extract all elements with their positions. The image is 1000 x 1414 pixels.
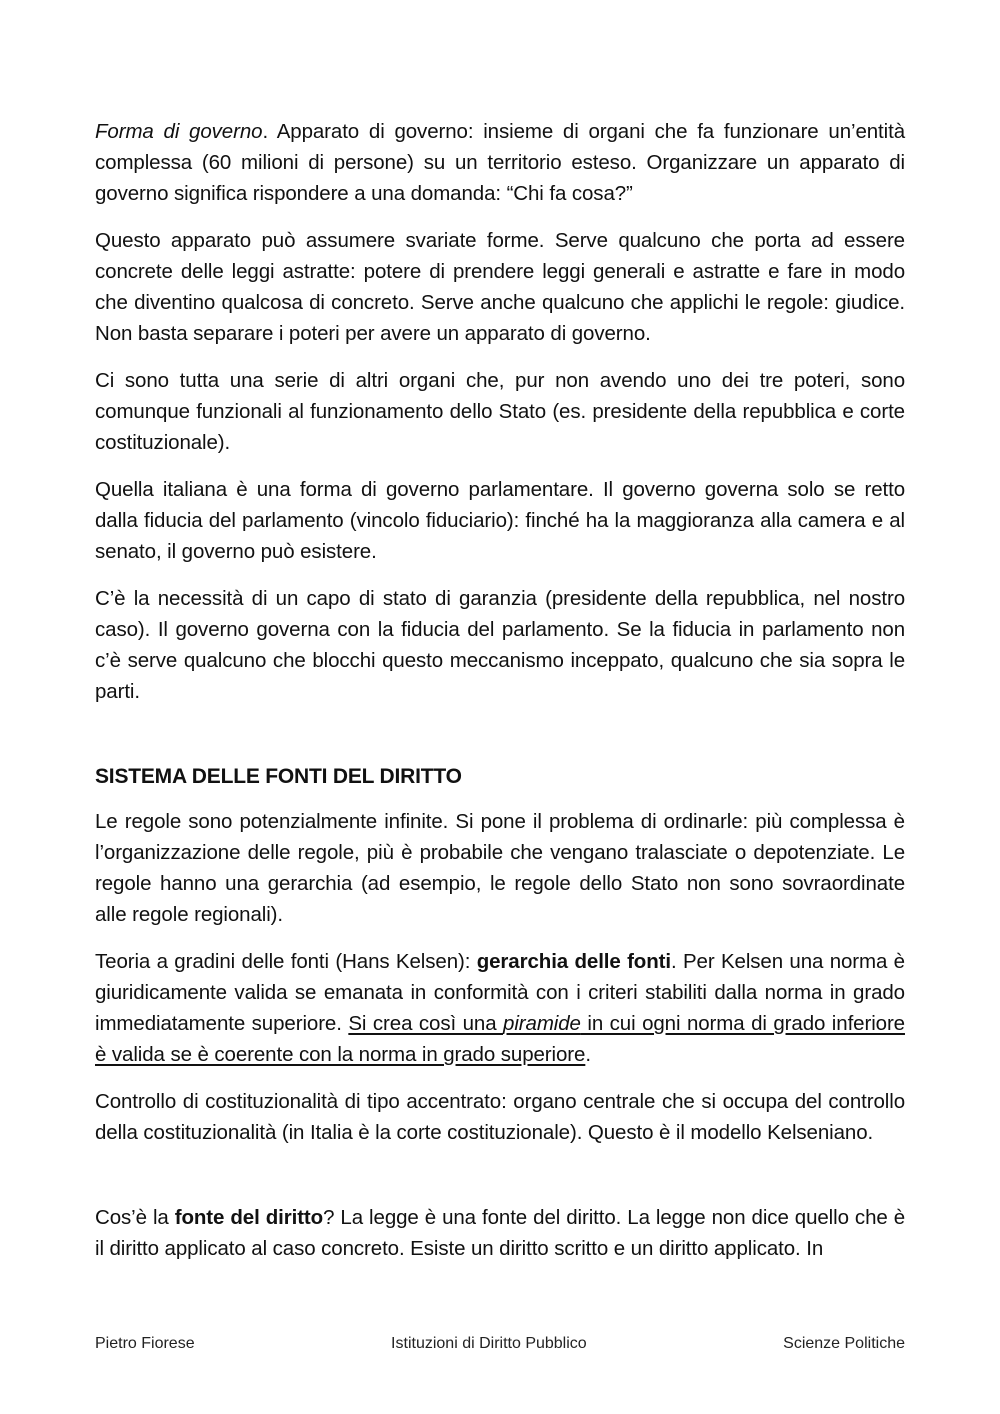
paragraph-governo-parlamentare: Quella italiana è una forma di governo parlamentare. Il governo governa solo se retto dalla fiducia del parlamento (vincolo fiduciario): finché ha la maggioranza alla camera e al senato, il governo può esistere. [95,478,905,563]
footer-faculty: Scienze Politiche [783,1335,905,1352]
paragraph-text: Teoria a gradini delle fonti (Hans Kelsen): [95,950,477,973]
underlined-text: in cui ogni norma di grado inferiore è valida se è coerente con la norma in grado superiore [95,1012,905,1066]
paragraph-text: ? La legge è una fonte del diritto. La legge non dice quello che è il diritto applicato al caso concreto. Esiste un diritto scritto e un diritto applicato. In [95,1206,906,1260]
paragraph-kelsen [95,946,905,1070]
document-body [95,116,905,1280]
paragraph-fonte-del-diritto [95,1202,905,1264]
paragraph-regole: Le regole sono potenzialmente infinite. Si pone il problema di ordinarle: più complessa è l’organizzazione delle regole, più è probabile che vengano tralasciate o depotenziate. Le regole hanno una gerarchia (ad esempio, le regole dello Stato non sono sovraordinate alle regole regionali). [95,810,905,926]
page-footer [95,1335,905,1353]
bold-term: gerarchia delle fonti [476,950,671,973]
footer-course: Istituzioni di Diritto Pubblico [391,1335,587,1352]
paragraph-controllo-costituzionalita: Controllo di costituzionalità di tipo accentrato: organo centrale che si occupa del controllo della costituzionalità (in Italia è la corte costituzionale). Questo è il modello Kelseniano. [95,1090,905,1144]
bold-term: fonte del diritto [174,1206,324,1229]
paragraph-apparato: Questo apparato può assumere svariate forme. Serve qualcuno che porta ad essere concrete delle leggi astratte: potere di prendere leggi generali e astratte e fare in modo che diventino qualcosa di concreto. Serve anche qualcuno che applichi le regole: giudice. Non basta separare i poteri per avere un apparato di governo. [95,229,905,345]
paragraph-capo-di-stato: C’è la necessità di un capo di stato di garanzia (presidente della repubblica, nel nostro caso). Il governo governa con la fiducia del parlamento. Se la fiducia in parlamento non c’è serve qualcuno che blocchi questo meccanismo inceppato, qualcuno che sia sopra le parti. [95,587,905,703]
paragraph-forma-di-governo [95,116,905,209]
footer-author: Pietro Fiorese [95,1335,195,1352]
section-heading: SISTEMA DELLE FONTI DEL DIRITTO [95,765,462,788]
paragraph-text: . Apparato di governo: insieme di organi che fa funzionare un’entità complessa (60 milioni di persone) su un territorio esteso. Organizzare un apparato di governo significa rispondere a una domanda: “Chi fa cosa?” [95,120,906,205]
paragraph-text: . Per Kelsen una norma è giuridicamente valida se emanata in conformità con i criteri stabiliti dalla norma in grado immediatamente superiore. [95,950,905,1035]
paragraph-text: Cos’è la [95,1206,175,1229]
paragraph-text: . [585,1043,591,1066]
italic-term: piramide [503,1012,581,1035]
paragraph-altri-organi: Ci sono tutta una serie di altri organi che, pur non avendo uno dei tre poteri, sono comunque funzionali al funzionamento dello Stato (es. presidente della repubblica e corte costituzionale). [95,369,905,454]
underlined-text: Si crea così una [348,1012,504,1035]
italic-term: Forma di governo [95,120,263,143]
